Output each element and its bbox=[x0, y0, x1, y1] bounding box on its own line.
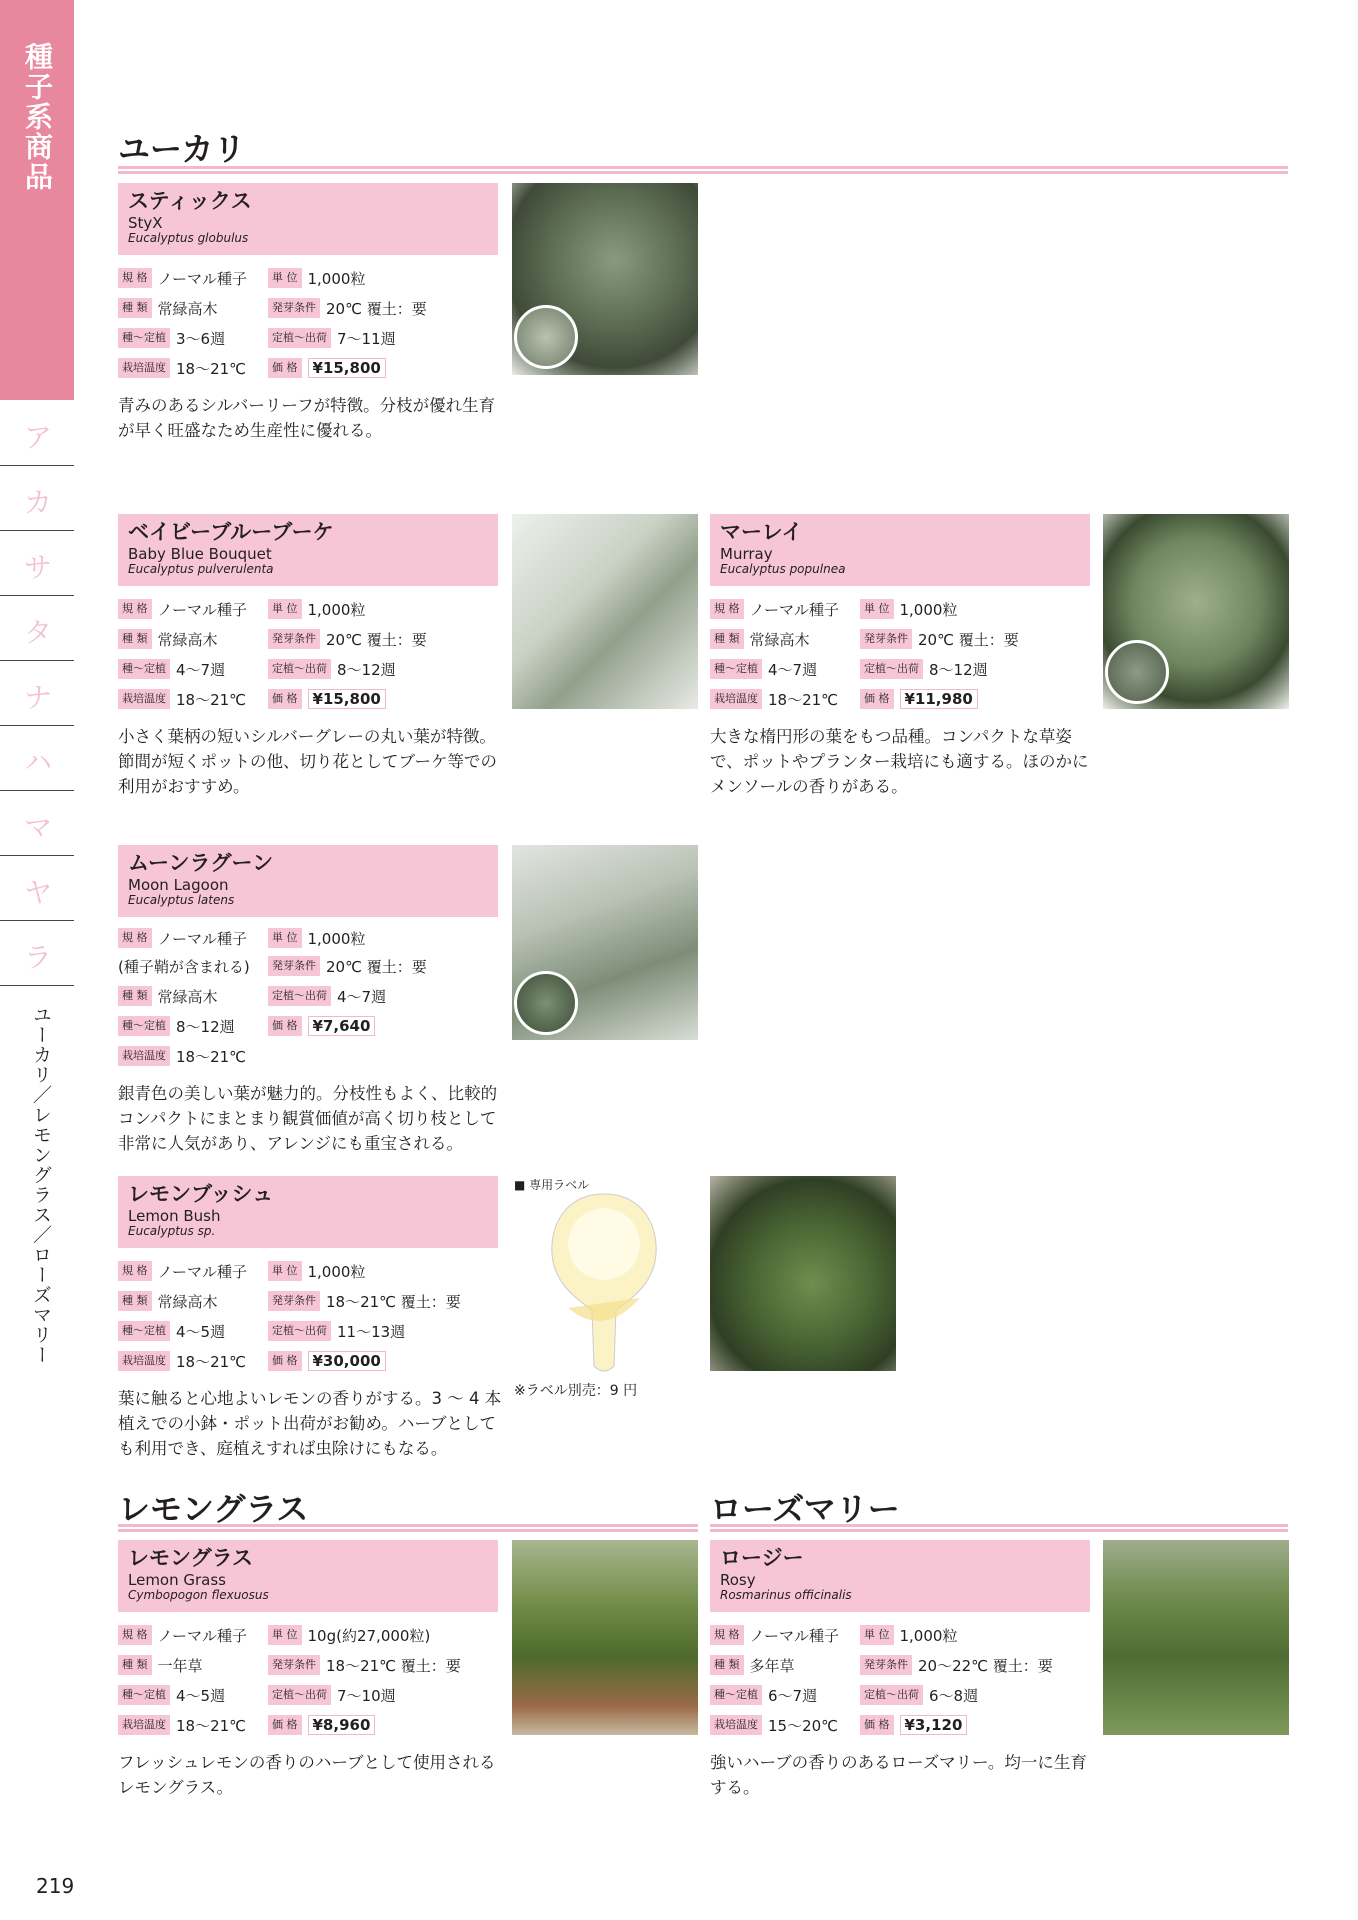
price: ¥3,120 bbox=[900, 1715, 968, 1735]
spec-table: 規 格 ノーマル種子 単 位 1,000粒 (種子鞘が含まれる) 発芽条件 20℃ 覆土：要 種 類 常緑高木 定植～出荷 4～7週 種～定植 8～12週 価 格 ¥7,640 栽培温度 18～21℃ bbox=[118, 929, 427, 1066]
price: ¥15,800 bbox=[308, 689, 386, 709]
index-tab-a[interactable]: ア bbox=[0, 402, 74, 466]
product-moon-lagoon bbox=[118, 845, 498, 1156]
spec-table: 規 格 ノーマル種子 単 位 10g(約27,000粒) 種 類 一年草 発芽条件 18～21℃ 覆土：要 種～定植 4～5週 定植～出荷 7～10週 栽培温度 18～21℃ 価 格 ¥8,960 bbox=[118, 1620, 498, 1740]
product-header bbox=[118, 514, 498, 586]
product-header bbox=[118, 1176, 498, 1248]
leaf-closeup-inset bbox=[514, 971, 578, 1035]
product-header bbox=[118, 183, 498, 255]
spec-table: 規 格 ノーマル種子 単 位 1,000粒 種 類 常緑高木 発芽条件 20℃ 覆土：要 種～定植 4～7週 定植～出荷 8～12週 栽培温度 18～21℃ 価 格 ¥11,980 bbox=[710, 594, 1090, 714]
product-name: ロージー bbox=[720, 1546, 804, 1570]
product-header bbox=[118, 1540, 498, 1612]
product-header bbox=[710, 514, 1090, 586]
page-topic: ユーカリ／レモングラス／ローズマリー bbox=[30, 1005, 52, 1365]
product-styx bbox=[118, 183, 498, 443]
category-label: 種子系商品 bbox=[21, 42, 54, 192]
product-rosy bbox=[710, 1540, 1090, 1800]
product-english-name: Baby Blue Bouquet bbox=[128, 545, 272, 563]
index-tab-ra[interactable]: ラ bbox=[0, 922, 74, 986]
product-description: フレッシュレモンの香りのハーブとして使用されるレモングラス。 bbox=[118, 1753, 496, 1797]
section-rule bbox=[118, 1524, 698, 1532]
product-description: 大きな楕円形の葉をもつ品種。コンパクトな草姿で、ポットやプランター栽培にも適する。ほのかにメンソールの香りがある。 bbox=[710, 727, 1089, 796]
product-english-name: Moon Lagoon bbox=[128, 876, 229, 894]
product-photo-rosy bbox=[1103, 1540, 1289, 1735]
product-photo-lemon-bush bbox=[710, 1176, 896, 1371]
product-scientific-name: Eucalyptus latens bbox=[128, 893, 235, 907]
product-photo-lemon-grass bbox=[512, 1540, 698, 1735]
index-tab-ka[interactable]: カ bbox=[0, 467, 74, 531]
product-scientific-name: Eucalyptus globulus bbox=[128, 231, 249, 245]
index-tab-ma[interactable]: マ bbox=[0, 792, 74, 856]
price: ¥7,640 bbox=[308, 1016, 376, 1036]
product-english-name: StyX bbox=[128, 214, 163, 232]
product-lemon-bush bbox=[118, 1176, 502, 1461]
product-photo-murray bbox=[1103, 514, 1289, 709]
index-tab-ya[interactable]: ヤ bbox=[0, 857, 74, 921]
product-english-name: Lemon Grass bbox=[128, 1571, 226, 1589]
section-rule bbox=[118, 166, 1288, 174]
section-title-eucalyptus: ユーカリ bbox=[118, 130, 246, 168]
section-title-lemongrass: レモングラス bbox=[118, 1490, 309, 1528]
leaf-closeup-inset bbox=[1105, 640, 1169, 704]
product-description: 銀青色の美しい葉が魅力的。分枝性もよく、比較的コンパクトにまとまり観賞価値が高く切り枝として非常に人気があり、アレンジにも重宝される。 bbox=[118, 1084, 498, 1153]
spec-table: 規 格 ノーマル種子 単 位 1,000粒 種 類 常緑高木 発芽条件 20℃ 覆土：要 種～定植 3～6週 定植～出荷 7～11週 栽培温度 18～21℃ 価 格 ¥15,800 bbox=[118, 263, 498, 383]
leaf-closeup-inset bbox=[514, 305, 578, 369]
product-description: 葉に触ると心地よいレモンの香りがする。3 ～ 4 本植えでの小鉢・ポット出荷がお勧め。ハーブとしても利用でき、庭植えすれば虫除けにもなる。 bbox=[118, 1389, 502, 1458]
product-header bbox=[118, 845, 498, 917]
category-band bbox=[0, 0, 74, 400]
lemon-bush-label-tag bbox=[548, 1188, 660, 1378]
product-name: レモングラス bbox=[128, 1546, 253, 1570]
product-photo-moon-lagoon bbox=[512, 845, 698, 1040]
label-tag-icon bbox=[548, 1188, 660, 1378]
product-baby-blue-bouquet bbox=[118, 514, 498, 799]
product-header bbox=[710, 1540, 1090, 1612]
product-name: レモンブッシュ bbox=[128, 1182, 274, 1206]
price: ¥8,960 bbox=[308, 1715, 376, 1735]
product-photo-styx bbox=[512, 183, 698, 375]
section-rule bbox=[710, 1524, 1288, 1532]
price: ¥30,000 bbox=[308, 1351, 386, 1371]
product-scientific-name: Cymbopogon flexuosus bbox=[128, 1588, 269, 1602]
product-scientific-name: Eucalyptus pulverulenta bbox=[128, 562, 274, 576]
product-murray bbox=[710, 514, 1090, 799]
product-name: ベイビーブルーブーケ bbox=[128, 520, 334, 544]
spec-table: 規 格 ノーマル種子 単 位 1,000粒 種 類 常緑高木 発芽条件 20℃ 覆土：要 種～定植 4～7週 定植～出荷 8～12週 栽培温度 18～21℃ 価 格 ¥15,800 bbox=[118, 594, 498, 714]
index-tab-ta[interactable]: タ bbox=[0, 597, 74, 661]
spec-table: 規 格 ノーマル種子 単 位 1,000粒 種 類 多年草 発芽条件 20～22℃ 覆土：要 種～定植 6～7週 定植～出荷 6～8週 栽培温度 15～20℃ 価 格 ¥3,120 bbox=[710, 1620, 1090, 1740]
product-english-name: Lemon Bush bbox=[128, 1207, 221, 1225]
spec-table: 規 格 ノーマル種子 単 位 1,000粒 種 類 常緑高木 発芽条件 18～21℃ 覆土：要 種～定植 4～5週 定植～出荷 11～13週 栽培温度 18～21℃ 価 格 ¥30,000 bbox=[118, 1256, 498, 1376]
product-name: ムーンラグーン bbox=[128, 851, 274, 875]
section-title-rosemary: ローズマリー bbox=[710, 1490, 900, 1528]
sidebar bbox=[0, 0, 74, 1920]
product-description: 青みのあるシルバーリーフが特徴。分枝が優れ生育が早く旺盛なため生産性に優れる。 bbox=[118, 396, 496, 440]
product-english-name: Murray bbox=[720, 545, 773, 563]
page-number: 219 bbox=[36, 1874, 75, 1898]
product-description: 強いハーブの香りのあるローズマリー。均一に生育する。 bbox=[710, 1753, 1087, 1797]
product-lemon-grass bbox=[118, 1540, 498, 1800]
product-name: スティックス bbox=[128, 189, 252, 213]
index-tab-sa[interactable]: サ bbox=[0, 532, 74, 596]
product-photo-baby-blue-bouquet bbox=[512, 514, 698, 709]
product-scientific-name: Eucalyptus sp. bbox=[128, 1224, 216, 1238]
product-english-name: Rosy bbox=[720, 1571, 756, 1589]
label-price-note: ※ラベル別売：9 円 bbox=[514, 1383, 638, 1399]
label-note-title: ■ 専用ラベル bbox=[514, 1178, 590, 1192]
price: ¥15,800 bbox=[308, 358, 386, 378]
product-description: 小さく葉柄の短いシルバーグレーの丸い葉が特徴。節間が短くポットの他、切り花としてブーケ等での利用がおすすめ。 bbox=[118, 727, 498, 796]
index-tab-na[interactable]: ナ bbox=[0, 662, 74, 726]
product-scientific-name: Eucalyptus populnea bbox=[720, 562, 846, 576]
product-scientific-name: Rosmarinus officinalis bbox=[720, 1588, 852, 1602]
index-tab-ha[interactable]: ハ bbox=[0, 727, 74, 791]
price: ¥11,980 bbox=[900, 689, 978, 709]
product-name: マーレイ bbox=[720, 520, 803, 544]
